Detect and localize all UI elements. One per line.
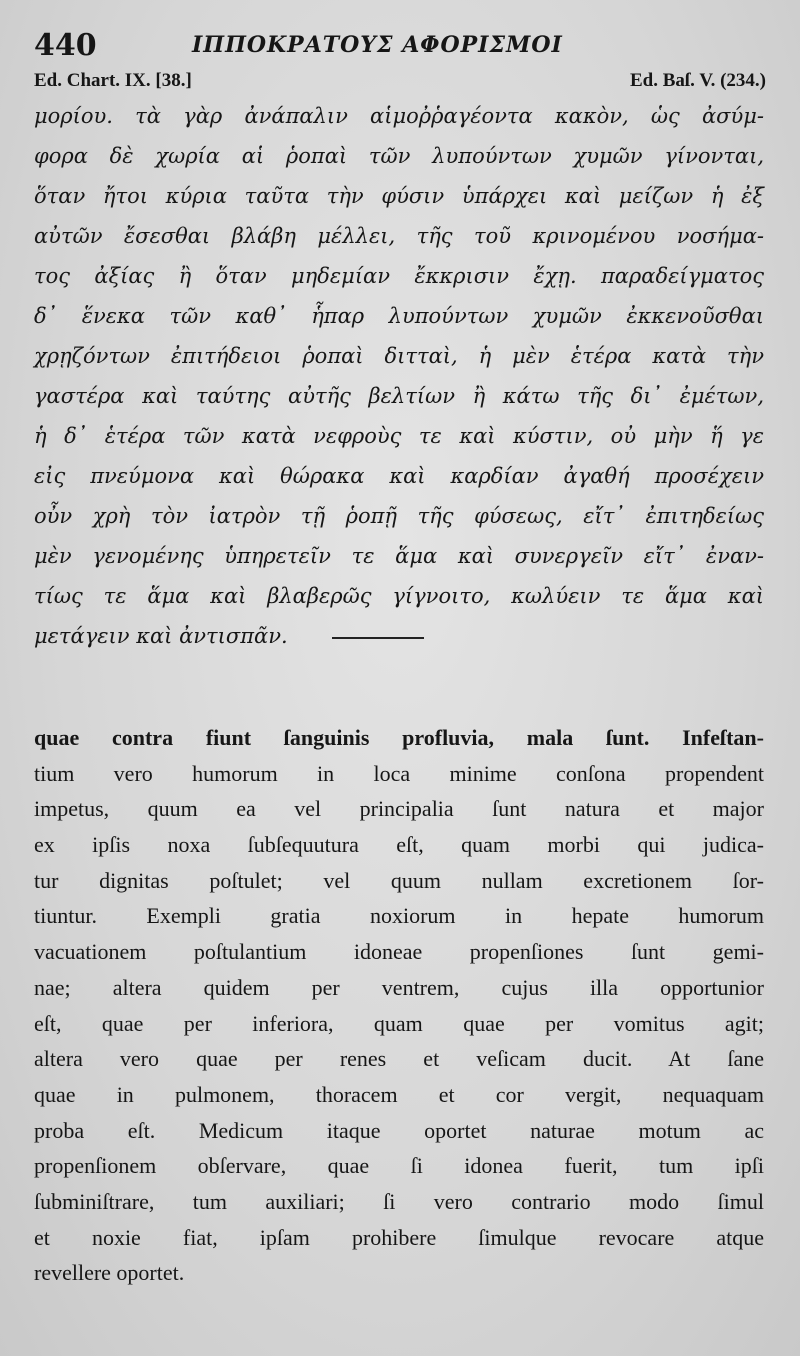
- greek-text-line: μορίου. τὰ γὰρ ἀνάπαλιν αἱμοῤῥαγέοντα κακὸν, ὡς ἀσύμ-: [34, 104, 764, 128]
- section-separator-rule: [332, 637, 424, 639]
- latin-text-line: altera vero quae per renes et veſicam ducit. At ſane: [34, 1046, 764, 1072]
- greek-text-line: γαστέρα καὶ ταύτης αὐτῆς βελτίων ἢ κάτω τῆς δι᾽ ἐμέτων,: [34, 384, 764, 408]
- greek-text-line: οὖν χρὴ τὸν ἰατρὸν τῇ ῥοπῇ τῆς φύσεως, εἴτ᾽ ἐπιτηδείως: [34, 504, 764, 528]
- greek-text-line: αὐτῶν ἔσεσθαι βλάβη μέλλει, τῆς τοῦ κρινομένου νοσήμα-: [34, 224, 764, 248]
- latin-text-line: ex ipſis noxa ſubſequutura eſt, quam morbi qui judica-: [34, 832, 764, 858]
- greek-text-line: τίως τε ἅμα καὶ βλαβερῶς γίγνοιτο, κωλύειν τε ἅμα καὶ: [34, 584, 764, 608]
- latin-text-line: tiuntur. Exempli gratia noxiorum in hepate humorum: [34, 903, 764, 929]
- latin-text-line: propenſionem obſervare, quae ſi idonea fuerit, tum ipſi: [34, 1153, 764, 1179]
- greek-text-line: μὲν γενομένης ὑπηρετεῖν τε ἅμα καὶ συνεργεῖν εἴτ᾽ ἐναν-: [34, 544, 764, 568]
- running-title: ΙΠΠΟΚΡΑΤΟΥΣ ΑΦΟΡΙΣΜΟΙ: [192, 32, 563, 58]
- latin-text-line: quae contra fiunt ſanguinis profluvia, mala ſunt. Infeſtan-: [34, 725, 764, 750]
- greek-text-line: τος ἀξίας ἢ ὅταν μηδεμίαν ἔκκρισιν ἔχῃ. παραδείγματος: [34, 264, 764, 288]
- greek-text-line: εἰς πνεύμονα καὶ θώρακα καὶ καρδίαν ἀγαθή προσέχειν: [34, 464, 764, 488]
- latin-text-line: revellere oportet.: [34, 1260, 185, 1286]
- latin-text-block: [34, 720, 764, 1291]
- page-header: [34, 28, 766, 64]
- latin-text-line: tur dignitas poſtulet; vel quum nullam excretionem ſor-: [34, 867, 764, 893]
- greek-text-line: χρῃζόντων ἐπιτήδειοι ῥοπαὶ διτταὶ, ἡ μὲν ἑτέρα κατὰ τὴν: [34, 344, 764, 368]
- greek-text-line: φορα δὲ χωρία αἱ ῥοπαὶ τῶν λυπούντων χυμῶν γίνονται,: [34, 144, 764, 168]
- greek-text-line: ὅταν ἤτοι κύρια ταῦτα τὴν φύσιν ὑπάρχει καὶ μείζων ἡ ἐξ: [34, 184, 764, 208]
- latin-text-line: ſubminiſtrare, tum auxiliari; ſi vero contrario modo ſimul: [34, 1188, 764, 1214]
- edition-reference-basel: Ed. Baſ. V. (234.): [629, 70, 766, 91]
- greek-text-line: ἡ δ᾽ ἑτέρα τῶν κατὰ νεφροὺς τε καὶ κύστιν, οὐ μὴν ἥ γε: [34, 424, 764, 448]
- greek-text-line: δ᾽ ἕνεκα τῶν καθ᾽ ἧπαρ λυπούντων χυμῶν ἐκκενοῦσθαι: [34, 304, 764, 328]
- latin-text-line: nae; altera quidem per ventrem, cujus illa opportunior: [34, 974, 764, 1000]
- edition-reference-line: [34, 70, 766, 96]
- latin-text-line: et noxie fiat, ipſam prohibere ſimulque revocare atque: [34, 1224, 764, 1250]
- page-number: 440: [34, 28, 97, 63]
- latin-text-line: tium vero humorum in loca minime conſona propendent: [34, 760, 764, 786]
- edition-reference-chart: Ed. Chart. IX. [38.]: [34, 70, 192, 91]
- greek-text-line: μετάγειν καὶ ἀντισπᾶν.: [34, 624, 288, 648]
- latin-text-line: eſt, quae per inferiora, quam quae per vomitus agit;: [34, 1010, 764, 1036]
- latin-text-line: proba eſt. Medicum itaque oportet naturae motum ac: [34, 1117, 764, 1143]
- latin-text-line: vacuationem poſtulantium idoneae propenſiones ſunt gemi-: [34, 939, 764, 965]
- latin-text-line: quae in pulmonem, thoracem et cor vergit, nequaquam: [34, 1081, 764, 1107]
- latin-text-line: impetus, quum ea vel principalia ſunt natura et major: [34, 796, 764, 822]
- greek-text-block: [34, 96, 764, 656]
